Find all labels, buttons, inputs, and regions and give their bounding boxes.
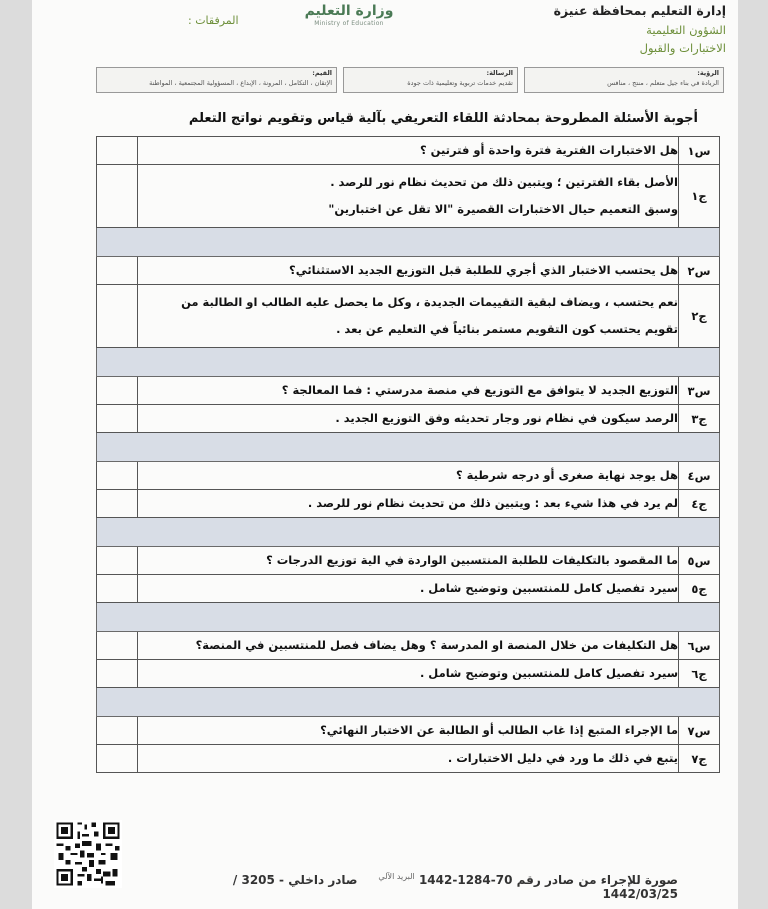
- answer-line: وسبق التعميم حيال الاختبارات القصيرة "الا تقل عن اختبارين": [328, 202, 678, 216]
- empty-cell: [97, 405, 138, 433]
- separator-row: [97, 433, 720, 462]
- question-text: هل يحتسب الاختبار الذي أجري للطلبة قبل التوزيع الجديد الاستثنائي؟: [138, 257, 679, 285]
- answer-row: [97, 575, 720, 603]
- separator-row: [97, 348, 720, 377]
- question-row: [97, 137, 720, 165]
- mission-box: [343, 67, 518, 93]
- header-line-2: الشؤون التعليمية: [646, 23, 726, 37]
- answer-label: ج٧: [679, 745, 720, 773]
- separator-row: [97, 688, 720, 717]
- answer-line: لم يرد في هذا شيء بعد : ويتبين ذلك من تحديث نظام نور للرصد .: [307, 496, 678, 510]
- answer-text: [138, 745, 679, 773]
- values-box: [96, 67, 337, 93]
- empty-cell: [97, 745, 138, 773]
- answer-line: الأصل بقاء الفترتين ؛ ويتبين ذلك من تحديث نظام نور للرصد .: [330, 175, 678, 189]
- empty-cell: [97, 632, 138, 660]
- answer-line: يتبع في ذلك ما ورد في دليل الاختبارات .: [447, 751, 678, 765]
- empty-cell: [97, 717, 138, 745]
- empty-cell: [97, 547, 138, 575]
- answer-row: [97, 165, 720, 228]
- answer-line: سيرد تفصيل كامل للمنتسبين وتوضيح شامل .: [419, 666, 678, 680]
- empty-cell: [97, 285, 138, 348]
- question-label: س١: [679, 137, 720, 165]
- mission-title: الرسالة:: [486, 69, 513, 77]
- separator-row: [97, 518, 720, 547]
- ministry-name-en: Ministry of Education: [314, 20, 384, 27]
- page-title: أجوبة الأسئلة المطروحة بمحادثة اللقاء التعريفي بآلية قياس وتقويم نواتج التعلم: [188, 111, 698, 126]
- answer-row: [97, 660, 720, 688]
- header-line-3: الاختبارات والقبول: [639, 41, 726, 55]
- answer-label: ج٦: [679, 660, 720, 688]
- question-text: ما المقصود بالتكليفات للطلبة المنتسبين الواردة في الية توزيع الدرجات ؟: [138, 547, 679, 575]
- separator-row: [97, 228, 720, 257]
- ministry-name-ar: وزارة التعليم: [304, 3, 394, 19]
- separator-cell: [97, 433, 720, 462]
- vision-strip: [96, 67, 724, 95]
- answer-line: تقويم يحتسب كون التقويم مستمر بنائياً في التعليم عن بعد .: [336, 322, 678, 336]
- answer-label: ج٤: [679, 490, 720, 518]
- question-row: [97, 717, 720, 745]
- footer-reference: [192, 872, 678, 901]
- question-text: هل الاختبارات الفترية فترة واحدة أو فترتين ؟: [138, 137, 679, 165]
- document-page: [32, 0, 738, 909]
- empty-cell: [97, 137, 138, 165]
- values-body: الإتقان ، التكامل ، المرونة ، الإبداع ، المسؤولية المجتمعية ، المواطنة: [149, 79, 332, 87]
- answer-text: [138, 660, 679, 688]
- answer-label: ج٥: [679, 575, 720, 603]
- answer-text: [138, 285, 679, 348]
- separator-cell: [97, 228, 720, 257]
- answer-row: [97, 490, 720, 518]
- question-text: التوزيع الجديد لا يتوافق مع التوزيع في منصة مدرستي : فما المعالجة ؟: [138, 377, 679, 405]
- empty-cell: [97, 575, 138, 603]
- question-label: س٧: [679, 717, 720, 745]
- question-label: س٦: [679, 632, 720, 660]
- answer-row: [97, 745, 720, 773]
- answer-line: سيرد تفصيل كامل للمنتسبين وتوضيح شامل .: [419, 581, 678, 595]
- answer-line: نعم يحتسب ، ويضاف لبقية التقييمات الجديدة ، وكل ما يحصل عليه الطالب او الطالبة من: [181, 295, 678, 309]
- question-label: س٢: [679, 257, 720, 285]
- vision-box: [524, 67, 724, 93]
- answer-label: ج٢: [679, 285, 720, 348]
- empty-cell: [97, 660, 138, 688]
- ministry-logo: [294, 2, 404, 27]
- footer-text: صورة للإجراء من صادر رقم 70-1284-1442: [418, 873, 678, 887]
- separator-cell: [97, 348, 720, 377]
- separator-cell: [97, 518, 720, 547]
- header-department: [554, 0, 726, 57]
- empty-cell: [97, 462, 138, 490]
- values-title: القيم:: [312, 69, 332, 77]
- question-row: [97, 257, 720, 285]
- empty-cell: [97, 257, 138, 285]
- question-row: [97, 632, 720, 660]
- footer-small: البريد الآلي: [378, 872, 415, 881]
- question-label: س٤: [679, 462, 720, 490]
- answer-text: [138, 405, 679, 433]
- separator-cell: [97, 603, 720, 632]
- question-label: س٣: [679, 377, 720, 405]
- mission-body: تقديم خدمات تربوية وتعليمية ذات جودة: [407, 79, 513, 87]
- question-text: هل يوجد نهاية صغرى أو درجه شرطية ؟: [138, 462, 679, 490]
- footer-text-2: صادر داخلي - 3205 / 1442/03/25: [232, 873, 678, 901]
- answer-text: [138, 575, 679, 603]
- header-line-1: إدارة التعليم بمحافظة عنيزة: [553, 3, 726, 18]
- answer-label: ج١: [679, 165, 720, 228]
- question-row: [97, 377, 720, 405]
- question-row: [97, 547, 720, 575]
- qa-table: [96, 136, 720, 773]
- empty-cell: [97, 165, 138, 228]
- answer-text: [138, 165, 679, 228]
- answer-label: ج٣: [679, 405, 720, 433]
- question-row: [97, 462, 720, 490]
- separator-cell: [97, 688, 720, 717]
- attachments-label: المرفقات :: [188, 14, 239, 27]
- answer-line: الرصد سيكون في نظام نور وجار تحديثه وفق التوزيع الجديد .: [335, 411, 678, 425]
- qr-code: [54, 820, 122, 888]
- question-text: ما الإجراء المتبع إذا غاب الطالب أو الطالبة عن الاختبار النهائي؟: [138, 717, 679, 745]
- separator-row: [97, 603, 720, 632]
- question-label: س٥: [679, 547, 720, 575]
- answer-text: [138, 490, 679, 518]
- question-text: هل التكليفات من خلال المنصة او المدرسة ؟ وهل يضاف فصل للمنتسبين في المنصة؟: [138, 632, 679, 660]
- answer-row: [97, 285, 720, 348]
- vision-body: الريادة في بناء جيل متعلم ، منتج ، منافس: [607, 79, 719, 87]
- answer-row: [97, 405, 720, 433]
- empty-cell: [97, 490, 138, 518]
- vision-title: الرؤية:: [697, 69, 719, 77]
- empty-cell: [97, 377, 138, 405]
